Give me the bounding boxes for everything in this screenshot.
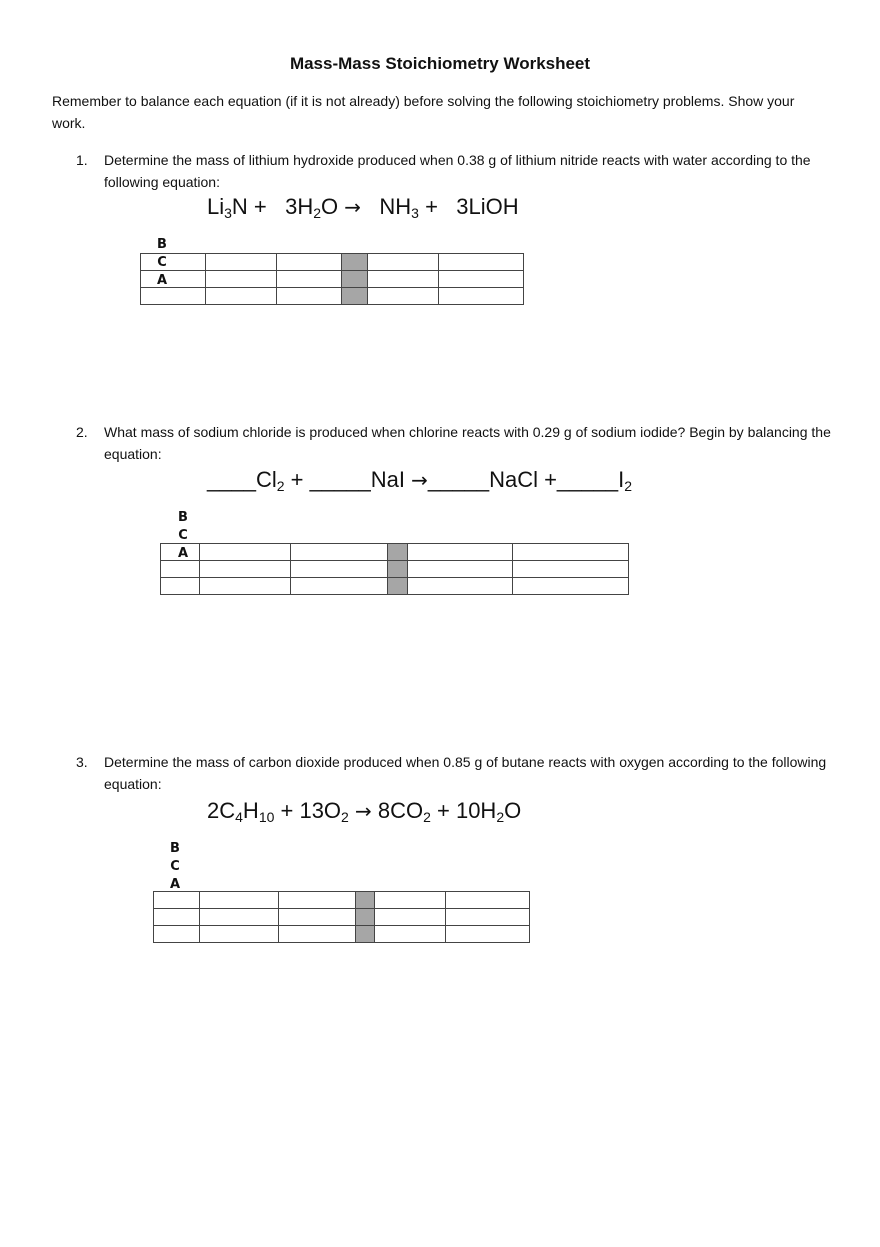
table-row <box>161 561 629 578</box>
table-cell[interactable] <box>141 254 206 271</box>
equation-2: $\_\_\_\_Cl_2$ + _____NaI →_____NaCl $+\_\_\_\_\_I_2$ <box>207 467 633 494</box>
row-label-c: C <box>157 255 167 270</box>
table-row <box>154 909 530 926</box>
row-label-b: B <box>170 841 180 856</box>
shaded-cell <box>388 561 408 578</box>
table-cell[interactable] <box>200 909 279 926</box>
instructions: Remember to balance each equation (if it is not already) before solving the following stoichiometry problems. Show your work. <box>52 93 795 131</box>
shaded-cell <box>388 578 408 595</box>
table-cell[interactable] <box>279 892 356 909</box>
table-cell[interactable] <box>279 926 356 943</box>
shaded-cell <box>356 909 375 926</box>
table-cell[interactable] <box>446 909 530 926</box>
table-cell[interactable] <box>368 288 439 305</box>
table-cell[interactable] <box>277 288 342 305</box>
table-cell[interactable] <box>446 926 530 943</box>
question-number: 1. <box>76 152 88 168</box>
question-text: Determine the mass of carbon dioxide produced when 0.85 g of butane reacts with oxygen according to the following equation: <box>104 754 827 792</box>
question-text: What mass of sodium chloride is produced when chlorine reacts with 0.29 g of sodium iodide? Begin by balancing the equation: <box>104 424 831 462</box>
row-label-a: A <box>169 877 181 892</box>
table-cell[interactable] <box>200 926 279 943</box>
row-label-c: C <box>170 859 180 874</box>
bca-table-1 <box>140 253 524 305</box>
table-cell[interactable] <box>200 561 291 578</box>
question-number: 3. <box>76 754 88 770</box>
table-cell[interactable] <box>161 561 200 578</box>
shaded-cell <box>342 254 368 271</box>
row-label-b: B <box>178 510 188 525</box>
bca-table-3 <box>153 891 530 943</box>
table-cell[interactable] <box>279 909 356 926</box>
table-cell[interactable] <box>513 561 629 578</box>
table-cell[interactable] <box>439 288 524 305</box>
table-cell[interactable] <box>141 271 206 288</box>
table-row <box>141 254 524 271</box>
table-cell[interactable] <box>368 254 439 271</box>
table-cell[interactable] <box>408 578 513 595</box>
question-number: 2. <box>76 424 88 440</box>
table-cell[interactable] <box>375 909 446 926</box>
row-label-c: C <box>178 528 188 543</box>
table-cell[interactable] <box>200 544 291 561</box>
table-cell[interactable] <box>277 271 342 288</box>
table-cell[interactable] <box>200 578 291 595</box>
table-row <box>154 926 530 943</box>
table-cell[interactable] <box>277 254 342 271</box>
row-label-b: B <box>157 237 167 252</box>
table-cell[interactable] <box>291 544 388 561</box>
table-row <box>154 892 530 909</box>
equation-1: $Li_3N + 3H_2O \to NH_3$ + 3LiOH <box>207 194 519 221</box>
table-cell[interactable] <box>200 892 279 909</box>
table-cell[interactable] <box>291 561 388 578</box>
table-cell[interactable] <box>513 578 629 595</box>
table-cell[interactable] <box>408 544 513 561</box>
table-cell[interactable] <box>206 271 277 288</box>
table-cell[interactable] <box>375 926 446 943</box>
shaded-cell <box>356 892 375 909</box>
table-cell[interactable] <box>368 271 439 288</box>
table-cell[interactable] <box>161 544 200 561</box>
shaded-cell <box>356 926 375 943</box>
reaction-arrow-icon: → <box>344 195 362 219</box>
shaded-cell <box>342 288 368 305</box>
bca-labels <box>168 840 182 894</box>
bca-table-2 <box>160 543 629 595</box>
table-row <box>161 544 629 561</box>
table-cell[interactable] <box>154 926 200 943</box>
reaction-arrow-icon: → <box>411 468 428 492</box>
reaction-arrow-icon: → <box>354 799 372 823</box>
page-title: Mass-Mass Stoichiometry Worksheet <box>289 54 591 73</box>
table-cell[interactable] <box>439 271 524 288</box>
row-label-a: A <box>177 546 189 561</box>
table-cell[interactable] <box>513 544 629 561</box>
table-cell[interactable] <box>375 892 446 909</box>
shaded-cell <box>342 271 368 288</box>
table-row <box>141 288 524 305</box>
table-cell[interactable] <box>446 892 530 909</box>
table-cell[interactable] <box>439 254 524 271</box>
table-row <box>141 271 524 288</box>
row-label-a: A <box>156 273 168 288</box>
table-cell[interactable] <box>154 909 200 926</box>
table-cell[interactable] <box>291 578 388 595</box>
table-cell[interactable] <box>141 288 206 305</box>
table-cell[interactable] <box>206 288 277 305</box>
table-cell[interactable] <box>154 892 200 909</box>
table-cell[interactable] <box>161 578 200 595</box>
question-text: Determine the mass of lithium hydroxide produced when 0.38 g of lithium nitride reacts with water according to the following equation: <box>104 152 811 190</box>
table-cell[interactable] <box>408 561 513 578</box>
shaded-cell <box>388 544 408 561</box>
equation-3: $2C_4H_{10} + 13O_2 \to 8CO_2 + 10H_2O$ <box>207 798 522 825</box>
table-cell[interactable] <box>206 254 277 271</box>
table-row <box>161 578 629 595</box>
